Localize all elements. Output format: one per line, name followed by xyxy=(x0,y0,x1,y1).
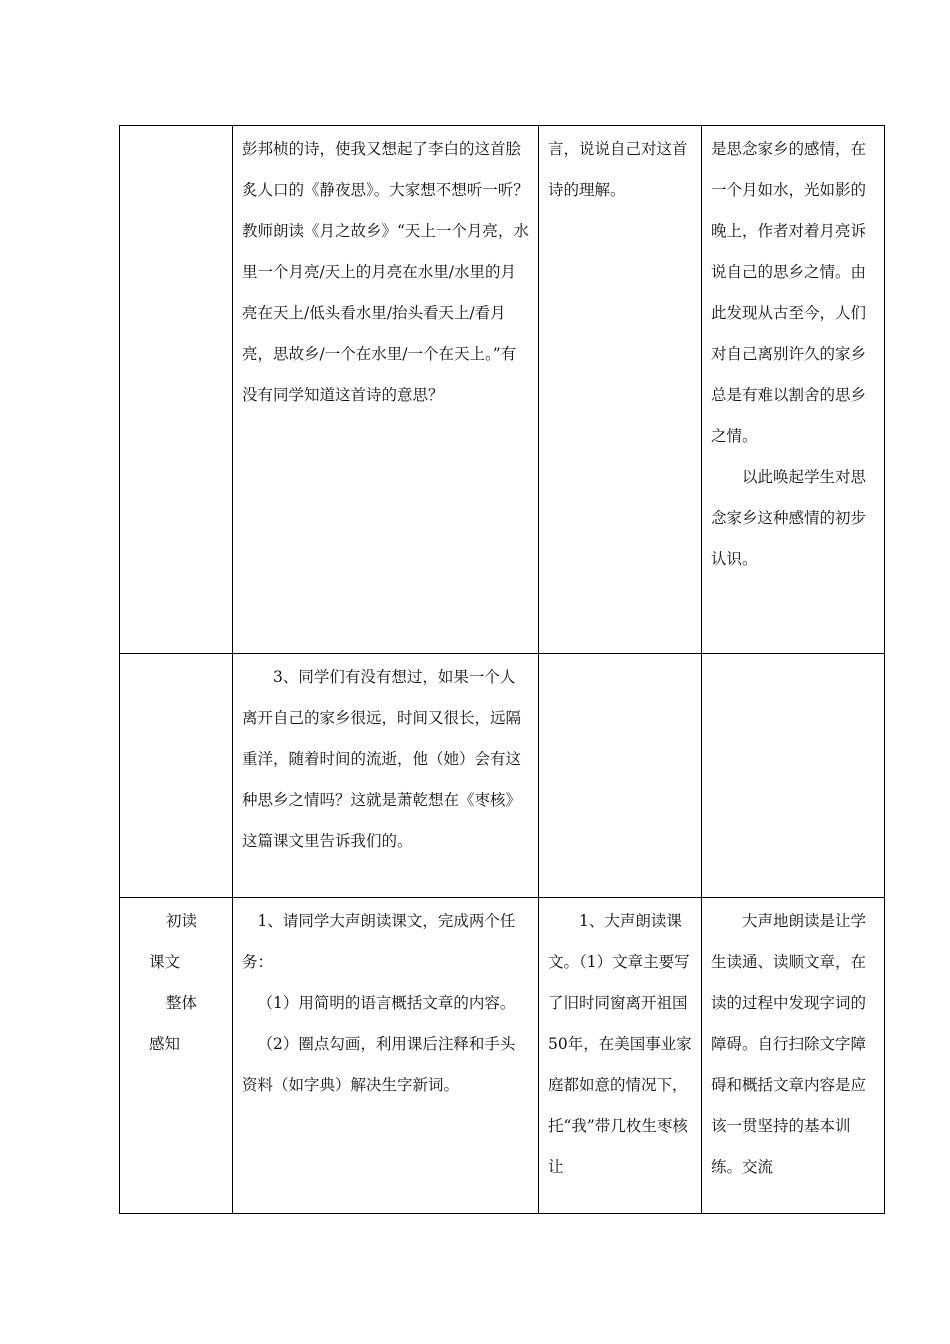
intent-cell xyxy=(702,898,885,1214)
activity-cell xyxy=(233,654,539,898)
paragraph: （1）用简明的语言概括文章的内容。 xyxy=(257,994,516,1012)
activity-cell xyxy=(233,898,539,1214)
paragraph: 是思念家乡的感情，在一个月如水，光如影的晚上，作者对着月亮诉说自己的思乡之情。由此发现从古至今，人们对自己离别许久的家乡总是有难以割舍的思乡之情。 xyxy=(711,140,867,445)
paragraph: 大声地朗读是让学生读通、读顺文章，在读的过程中发现字词的障碍。自行扫除文字障碍和概括文章内容是应该一贯坚持的基本训练。交流 xyxy=(711,912,867,1176)
paragraph: （2）圈点勾画，利用课后注释和手头资料（如字典）解决生字新词。 xyxy=(242,1035,516,1094)
paragraph: 彭邦桢的诗，使我又想起了李白的这首脍炙人口的《静夜思》。大家想不想听一听？教师朗读《月之故乡》“天上一个月亮，水里一个月亮/天上的月亮在水里/水里的月亮在天上/低头看水里/抬头看天上/看月亮，思故乡/一个在水里/一个在天上。”有没有同学知道这首诗的意思？ xyxy=(242,140,529,404)
phase-label: 初读 xyxy=(166,912,198,930)
phase-cell xyxy=(120,898,233,1214)
activity-cell xyxy=(233,126,539,654)
phase-label: 课文 xyxy=(149,953,181,971)
phase-label: 感知 xyxy=(149,1035,181,1053)
student-cell xyxy=(539,654,702,898)
table-row xyxy=(120,654,885,898)
student-cell xyxy=(539,126,702,654)
intent-cell xyxy=(702,126,885,654)
phase-cell xyxy=(120,654,233,898)
paragraph: 1、请同学大声朗读课文，完成两个任务： xyxy=(242,912,516,971)
paragraph: 以此唤起学生对思念家乡这种感情的初步认识。 xyxy=(711,468,867,568)
paragraph: 言，说说自己对这首诗的理解。 xyxy=(548,140,688,199)
intent-cell xyxy=(702,654,885,898)
phase-label: 整体 xyxy=(166,994,198,1012)
table-row xyxy=(120,898,885,1214)
phase-cell xyxy=(120,126,233,654)
table-row xyxy=(120,126,885,654)
paragraph: 3、同学们有没有想过，如果一个人离开自己的家乡很远，时间又很长，远隔重洋，随着时间的流逝，他（她）会有这种思乡之情吗？这就是萧乾想在《枣核》这篇课文里告诉我们的。 xyxy=(242,668,522,850)
paragraph: 1、大声朗读课文。（1）文章主要写了旧时同窗离开祖国50年，在美国事业家庭都如意的情况下，托“我”带几枚生枣核让 xyxy=(548,912,692,1176)
student-cell xyxy=(539,898,702,1214)
lesson-plan-table xyxy=(119,125,885,1214)
